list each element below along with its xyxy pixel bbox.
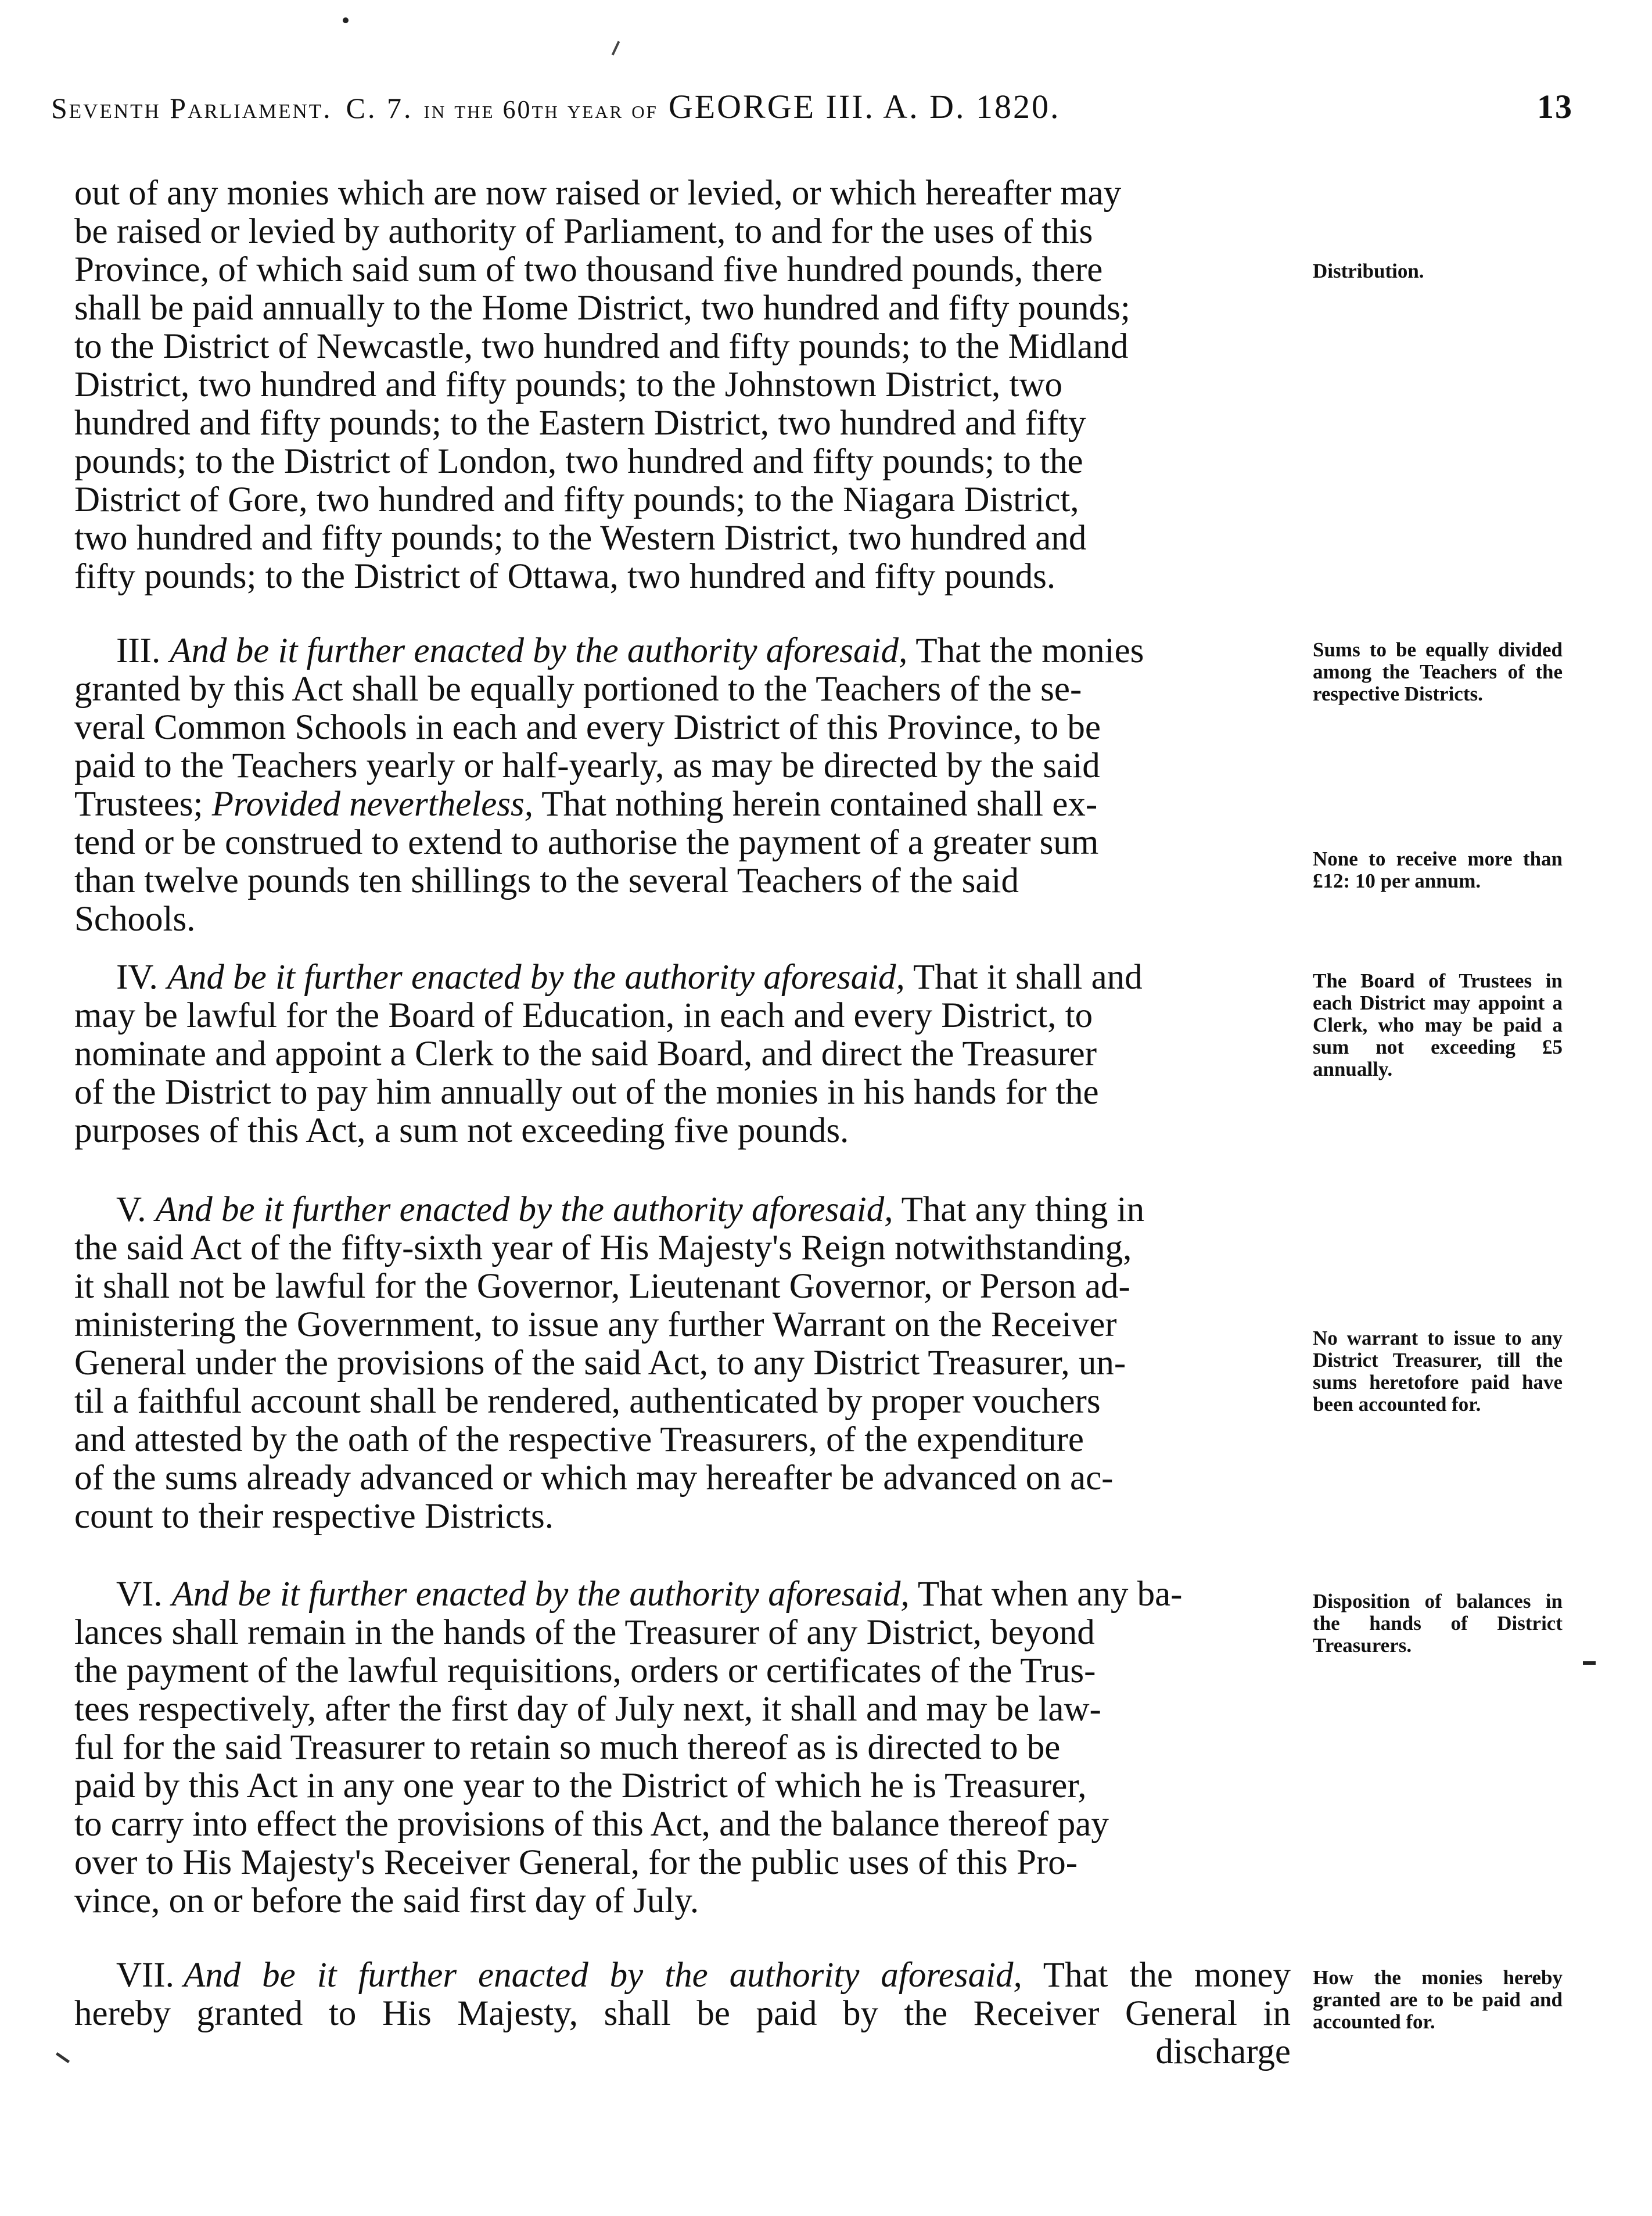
text-line: to the District of Newcastle, two hundred and fifty pounds; to the Midland [74,327,1129,366]
enacting-clause: And be it further enacted by the authority aforesaid, [155,1190,893,1229]
margin-note-balances: Disposition of balances in the hands of District Treasurers. [1313,1590,1563,1657]
text-line: til a faithful account shall be rendered, authenticated by proper vouchers [74,1382,1101,1421]
enacting-clause: And be it further enacted by the authority aforesaid, [171,1575,910,1614]
text-line: to carry into effect the provisions of this Act, and the balance thereof pay [74,1805,1109,1844]
text-line: over to His Majesty's Receiver General, for the public uses of this Pro- [74,1843,1078,1882]
text-line: paid to the Teachers yearly or half-yearly, as may be directed by the said [74,746,1100,785]
margin-note-warrant: No warrant to issue to any District Treasurer, till the sums heretofore paid have been accounted for. [1313,1327,1563,1416]
proviso-text: That nothing herein contained shall ex- [541,785,1098,824]
text-line: it shall not be lawful for the Governor, Lieutenant Governor, or Person ad- [74,1267,1130,1306]
print-speck [612,41,620,55]
catchword: discharge [1155,2032,1291,2071]
running-head-left [51,87,1061,126]
parliament-label: Seventh Parliament. [51,92,332,124]
text-line: shall be paid annually to the Home District, two hundred and fifty pounds; [74,289,1130,328]
section-vi [74,1575,1291,1920]
text-line: hereby granted to His Majesty, shall be paid by the Receiver General in [74,1994,1291,2033]
margin-note-clerk: The Board of Trustees in each District may appoint a Clerk, who may be paid a sum not exceeding £5 annually. [1313,969,1563,1080]
text-line: District of Gore, two hundred and fifty pounds; to the Niagara District, [74,480,1079,519]
text-line: veral Common Schools in each and every District of this Province, to be [74,708,1101,747]
section-iv [74,958,1291,1150]
text-line: General under the provisions of the said Act, to any District Treasurer, un- [74,1344,1126,1382]
opening-text: That when any ba- [917,1575,1183,1614]
section-number: III. [116,631,161,670]
section-number: VI. [116,1575,163,1614]
text-line: may be lawful for the Board of Education, in each and every District, to [74,996,1093,1035]
section-opening-line [74,1956,1291,1995]
print-speck [1583,1661,1596,1665]
section-number: IV. [116,958,158,997]
opening-text: That the money [1043,1956,1291,1995]
proviso-line [74,785,1291,824]
text-line: than twelve pounds ten shillings to the several Teachers of the said [74,861,1019,900]
text-line: paid by this Act in any one year to the District of which he is Treasurer, [74,1766,1087,1805]
text-line: vince, on or before the said first day of July. [74,1881,699,1920]
text-line: hundred and fifty pounds; to the Eastern District, two hundred and fifty [74,404,1086,443]
section-opening-line [74,1191,1291,1229]
opening-text: That it shall and [913,958,1143,997]
text-line: ful for the said Treasurer to retain so much thereof as is directed to be [74,1728,1061,1767]
section-opening-line [74,632,1291,670]
text-line: of the District to pay him annually out of the monies in his hands for the [74,1073,1099,1112]
text-line: pounds; to the District of London, two hundred and fifty pounds; to the [74,442,1083,481]
text-line: out of any monies which are now raised or levied, or which hereafter may [74,174,1122,213]
section-vii [74,1956,1291,2071]
print-speck [56,2052,70,2063]
text-line: tees respectively, after the first day of July next, it shall and may be law- [74,1690,1101,1729]
paragraph-continuation [74,174,1291,596]
text-line: two hundred and fifty pounds; to the Western District, two hundred and [74,519,1087,558]
proviso-lead: Trustees; [74,785,203,824]
enacting-clause: And be it further enacted by the authority aforesaid, [167,958,905,997]
margin-note-equal-division: Sums to be equally divided among the Teachers of the respective Districts. [1313,638,1563,705]
text-line: Province, of which said sum of two thousand five hundred pounds, there [74,250,1103,289]
text-line: ministering the Government, to issue any further Warrant on the Receiver [74,1305,1117,1344]
text-line: lances shall remain in the hands of the Treasurer of any District, beyond [74,1613,1095,1652]
margin-note-maximum-salary: None to receive more than £12: 10 per annum. [1313,847,1563,892]
text-line: tend or be construed to extend to authorise the payment of a greater sum [74,823,1099,862]
text-line: and attested by the oath of the respective Treasurers, of the expenditure [74,1420,1084,1459]
section-v [74,1191,1291,1536]
text-line: purposes of this Act, a sum not exceeding five pounds. [74,1111,849,1150]
section-number: V. [116,1190,146,1229]
text-line: District, two hundred and fifty pounds; to the Johnstown District, two [74,365,1063,404]
text-line: count to their respective Districts. [74,1497,554,1536]
enacting-clause: And be it further enacted by the authority aforesaid, [183,1956,1022,1995]
text-line: of the sums already advanced or which may hereafter be advanced on ac- [74,1459,1114,1497]
print-speck [343,17,349,23]
proviso-clause: Provided nevertheless, [211,785,534,824]
section-opening-line [74,1575,1291,1614]
opening-text: That the monies [915,631,1144,670]
section-number: VII. [116,1956,174,1995]
text-line: fifty pounds; to the District of Ottawa, two hundred and fifty pounds. [74,557,1056,596]
running-head [51,87,1573,157]
chapter-label: C. 7. [346,92,414,124]
opening-text: That any thing in [901,1190,1145,1229]
page-number: 13 [1537,88,1573,125]
section-opening-line [74,958,1291,997]
margin-note-payment: How the monies hereby granted are to be paid and accounted for. [1313,1966,1563,2033]
year-phrase: in the 60th year of [423,95,658,124]
text-line: the said Act of the fifty-sixth year of His Majesty's Reign notwithstanding, [74,1229,1132,1267]
text-line: the payment of the lawful requisitions, orders or certificates of the Trus- [74,1651,1096,1690]
text-line: be raised or levied by authority of Parliament, to and for the uses of this [74,212,1093,251]
text-line: nominate and appoint a Clerk to the said Board, and direct the Treasurer [74,1035,1097,1073]
margin-note-distribution: Distribution. [1313,260,1424,282]
enacting-clause: And be it further enacted by the authority aforesaid, [170,631,908,670]
text-line: Schools. [74,900,196,939]
text-line: granted by this Act shall be equally portioned to the Teachers of the se- [74,670,1082,709]
reign-label: GEORGE III. A. D. 1820. [668,88,1061,125]
section-iii [74,632,1291,939]
